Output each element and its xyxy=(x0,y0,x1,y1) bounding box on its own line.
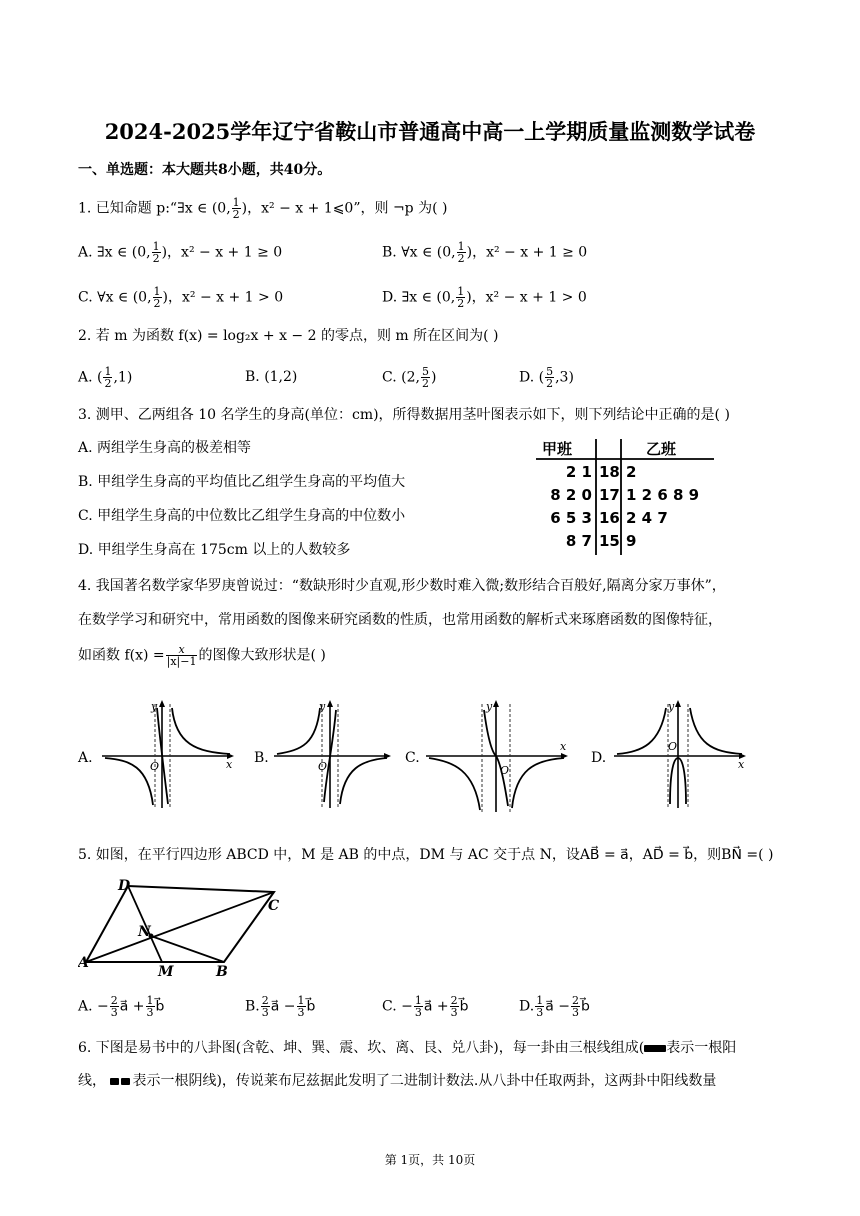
fraction: $\frac{1}{3}$ xyxy=(297,994,305,1019)
q1-option-b[interactable]: B. ∀x ∈ (0, $\frac{1}{2}$ )，x² − x + 1 ≥ 0 xyxy=(382,240,588,265)
q2-option-c[interactable]: C. (2, $\frac{5}{2}$ ) xyxy=(382,365,437,390)
stem-row: 6 5 3 16 2 4 7 xyxy=(550,509,668,527)
y-axis-label: y xyxy=(668,700,675,713)
q4-graph-d[interactable] xyxy=(612,700,752,810)
point-c: C xyxy=(268,898,280,914)
q6-line2: 线， 表示一根阴线)，传说莱布尼兹据此发明了二进制计数法.从八卦中任取两卦，这两卦中阳线数量 xyxy=(78,1073,717,1089)
q1-stem-a: 1. 已知命题 p:“∃x ∈ (0, xyxy=(78,200,231,217)
q4-graph-c[interactable] xyxy=(424,700,574,815)
x-axis-label: x xyxy=(738,758,745,771)
fraction: $\frac{1}{2}$ xyxy=(457,285,465,310)
point-b: B xyxy=(216,964,228,979)
stem-row: 2 1 18 2 xyxy=(565,463,637,481)
q1-option-c[interactable]: C. ∀x ∈ (0, $\frac{1}{2}$ )，x² − x + 1 > 0 xyxy=(78,285,284,310)
q2-option-b[interactable]: B. (1,2) xyxy=(245,369,298,385)
fraction: $\frac{1}{2}$ xyxy=(457,240,465,265)
q3-option-d[interactable]: D. 甲组学生身高在 175cm 以上的人数较多 xyxy=(78,542,351,558)
x-axis-label: x xyxy=(560,740,567,753)
q4-line1: 4. 我国著名数学家华罗庚曾说过：“数缺形时少直观,形少数时难入微;数形结合百般好,隔离分家万事休”， xyxy=(78,578,726,594)
y-axis-label: y xyxy=(486,700,493,713)
origin-label: O xyxy=(318,760,328,773)
fraction: $\frac{x}{|x|-1}$ xyxy=(166,643,197,668)
q4-label-d[interactable]: D. xyxy=(591,750,607,766)
stem-row: 8 7 15 9 xyxy=(565,532,637,550)
page-title: 2024-2025学年辽宁省鞍山市普通高中高一上学期质量监测数学试卷 xyxy=(104,119,756,144)
yin-line-icon xyxy=(121,1078,130,1085)
fraction: $\frac{1}{3}$ xyxy=(414,994,422,1019)
q1-stem xyxy=(78,197,447,220)
fraction: $\frac{1}{3}$ xyxy=(536,994,544,1019)
q6-line1: 6. 下图是易书中的八卦图(含乾、坤、巽、震、坎、离、艮、兑八卦)，每一卦由三根线组成( 表示一根阳 xyxy=(78,1040,737,1056)
fraction: $\frac{1}{3}$ xyxy=(146,994,154,1019)
origin-label: O xyxy=(150,760,160,773)
yin-line-icon xyxy=(110,1078,119,1085)
head-right: 乙班 xyxy=(646,440,677,458)
q4-label-a[interactable]: A. xyxy=(78,750,93,766)
q4-line2: 在数学学习和研究中，常用函数的图像来研究函数的性质，也常用函数的解析式来琢磨函数的图像特征， xyxy=(78,612,722,628)
q4-graph-b[interactable] xyxy=(272,700,397,810)
head-left: 甲班 xyxy=(542,440,573,458)
fraction: $\frac{5}{2}$ xyxy=(546,365,554,390)
point-m: M xyxy=(158,964,174,979)
q5-option-a[interactable]: A. − $\frac{2}{3}$ a⃗ + $\frac{1}{3}$ b⃗ xyxy=(78,994,165,1019)
q1-option-a[interactable]: A. ∃x ∈ (0, $\frac{1}{2}$ )，x² − x + 1 ≥ 0 xyxy=(78,240,283,265)
q3-stem: 3. 测甲、乙两组各 10 名学生的身高(单位：cm)，所得数据用茎叶图表示如下，则下列结论中正确的是( ) xyxy=(78,407,730,423)
section-heading: 一、单选题：本大题共8小题，共40分。 xyxy=(78,162,332,178)
stem-leaf-table xyxy=(536,437,716,557)
q5-option-b[interactable]: B. $\frac{2}{3}$ a⃗ − $\frac{1}{3}$ b⃗ xyxy=(245,994,316,1019)
yang-line-icon xyxy=(644,1045,666,1052)
point-n: N xyxy=(138,924,151,940)
origin-label: O xyxy=(668,740,678,753)
fraction: $\frac{2}{3}$ xyxy=(450,994,458,1019)
q1-stem-b: )，x² − x + 1⩽0”，则 ¬p 为( ) xyxy=(241,200,448,217)
q4-label-c[interactable]: C. xyxy=(405,750,420,766)
q5-stem: 5. 如图，在平行四边形 ABCD 中，M 是 AB 的中点，DM 与 AC 交于点 N，设AB⃗ = a⃗，AD⃗ = b⃗，则BN⃗ =( ) xyxy=(78,847,774,863)
y-axis-label: y xyxy=(151,700,158,713)
point-d: D xyxy=(118,878,131,894)
fraction: $\frac{5}{2}$ xyxy=(421,365,429,390)
fraction: $\frac{1}{2}$ xyxy=(152,240,160,265)
parallelogram-figure xyxy=(78,874,288,979)
q4-line3: 如函数 f(x) = $\frac{x}{|x|-1}$ 的图像大致形状是( ) xyxy=(78,643,326,668)
stem-row: 8 2 0 17 1 2 6 8 9 xyxy=(550,486,700,504)
q2-option-d[interactable]: D. ( $\frac{5}{2}$ ,3) xyxy=(519,365,574,390)
fraction: $\frac{2}{3}$ xyxy=(571,994,579,1019)
point-a: A xyxy=(78,955,89,971)
q3-option-a[interactable]: A. 两组学生身高的极差相等 xyxy=(78,440,252,456)
q3-option-c[interactable]: C. 甲组学生身高的中位数比乙组学生身高的中位数小 xyxy=(78,508,406,524)
q4-label-b[interactable]: B. xyxy=(254,750,269,766)
q5-option-c[interactable]: C. − $\frac{1}{3}$ a⃗ + $\frac{2}{3}$ b⃗ xyxy=(382,994,469,1019)
fraction: $\frac{2}{3}$ xyxy=(110,994,118,1019)
q2-stem: 2. 若 m 为函数 f(x) = log₂x + x − 2 的零点，则 m 所在区间为( ) xyxy=(78,328,499,344)
x-axis-label: x xyxy=(226,758,233,771)
q1-option-d[interactable]: D. ∃x ∈ (0, $\frac{1}{2}$ )，x² − x + 1 > 0 xyxy=(382,285,587,310)
fraction: $\frac{1}{2}$ xyxy=(153,285,161,310)
q2-option-a[interactable]: A. ( $\frac{1}{2}$ ,1) xyxy=(78,365,133,390)
q5-option-d[interactable]: D. $\frac{1}{3}$ a⃗ − $\frac{2}{3}$ b⃗ xyxy=(519,994,590,1019)
q4-graph-a[interactable] xyxy=(100,700,240,810)
fraction: $\frac{1}{2}$ xyxy=(232,196,240,221)
y-axis-label: y xyxy=(319,700,326,713)
fraction: $\frac{1}{2}$ xyxy=(104,365,112,390)
origin-label: O xyxy=(500,764,510,777)
stem-leaf-header xyxy=(536,438,716,460)
fraction: $\frac{2}{3}$ xyxy=(261,994,269,1019)
page-footer: 第 1页，共 10页 xyxy=(384,1153,476,1167)
q3-option-b[interactable]: B. 甲组学生身高的平均值比乙组学生身高的平均值大 xyxy=(78,474,406,490)
